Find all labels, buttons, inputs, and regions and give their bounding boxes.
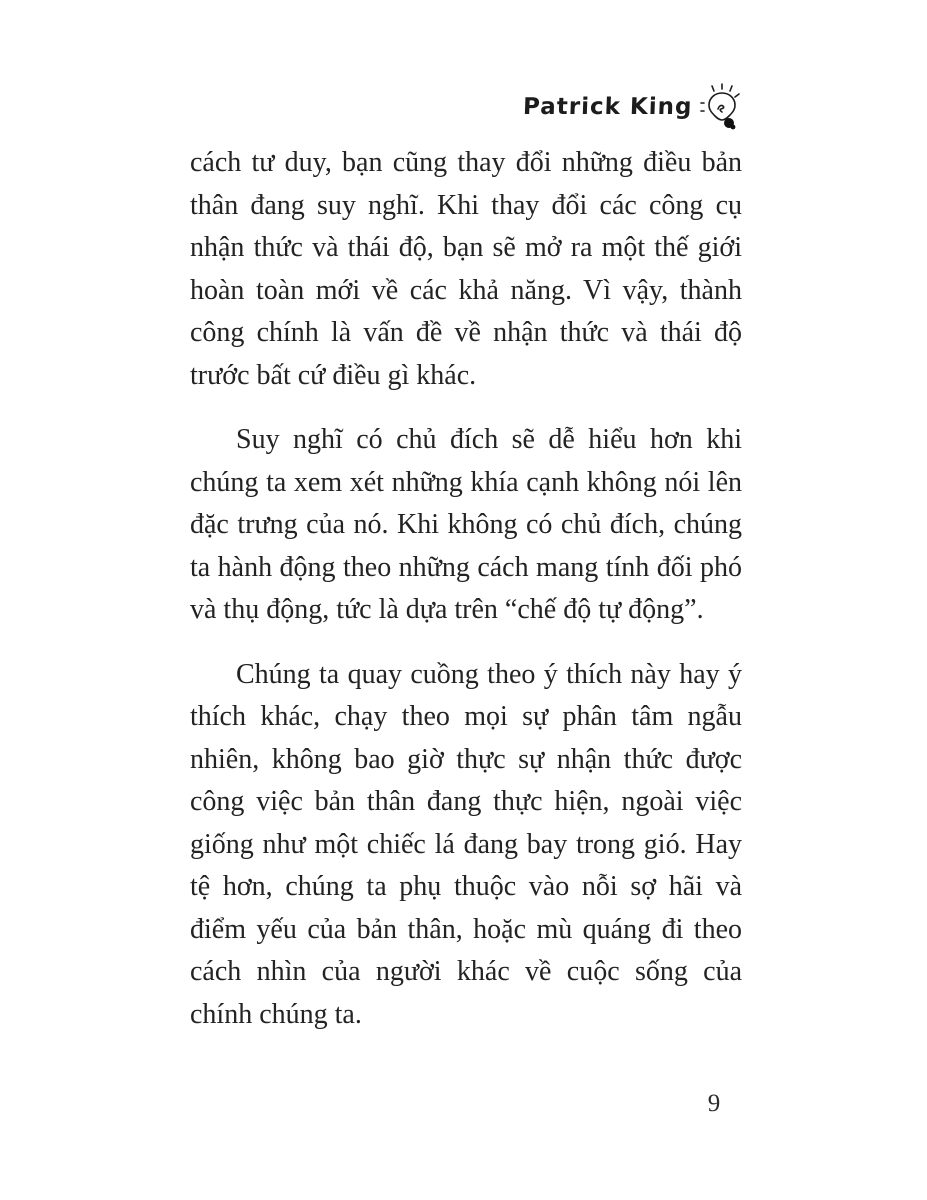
- page-footer: [684, 1090, 744, 1118]
- author-name: Patrick King: [522, 94, 693, 120]
- paragraph-1: cách tư duy, bạn cũng thay đổi những điều bản thân đang suy nghĩ. Khi thay đổi các công cụ nhận thức và thái độ, bạn sẽ mở ra một thế giới hoàn toàn mới về các khả năng. Vì vậy, thành công chính là vấn đề về nhận thức và thái độ trước bất cứ điều gì khác.: [190, 147, 742, 391]
- paragraph-3: Chúng ta quay cuồng theo ý thích này hay ý thích khác, chạy theo mọi sự phân tâm ngẫu nhiên, không bao giờ thực sự nhận thức được công việc bản thân đang thực hiện, ngoài việc giống như một chiếc lá đang bay trong gió. Hay tệ hơn, chúng ta phụ thuộc vào nỗi sợ hãi và điểm yếu của bản thân, hoặc mù quáng đi theo cách nhìn của người khác về cuộc sống của chính chúng ta.: [190, 658, 742, 1030]
- lightbulb-icon: [698, 82, 744, 132]
- page-body: [190, 142, 742, 1058]
- page-header: [523, 82, 744, 132]
- page-number: 9: [707, 1090, 721, 1117]
- paragraph-2: Suy nghĩ có chủ đích sẽ dễ hiểu hơn khi chúng ta xem xét những khía cạnh không nói lên đặc trưng của nó. Khi không có chủ đích, chúng ta hành động theo những cách mang tính đối phó và thụ động, tức là dựa trên “chế độ tự động”.: [190, 424, 742, 625]
